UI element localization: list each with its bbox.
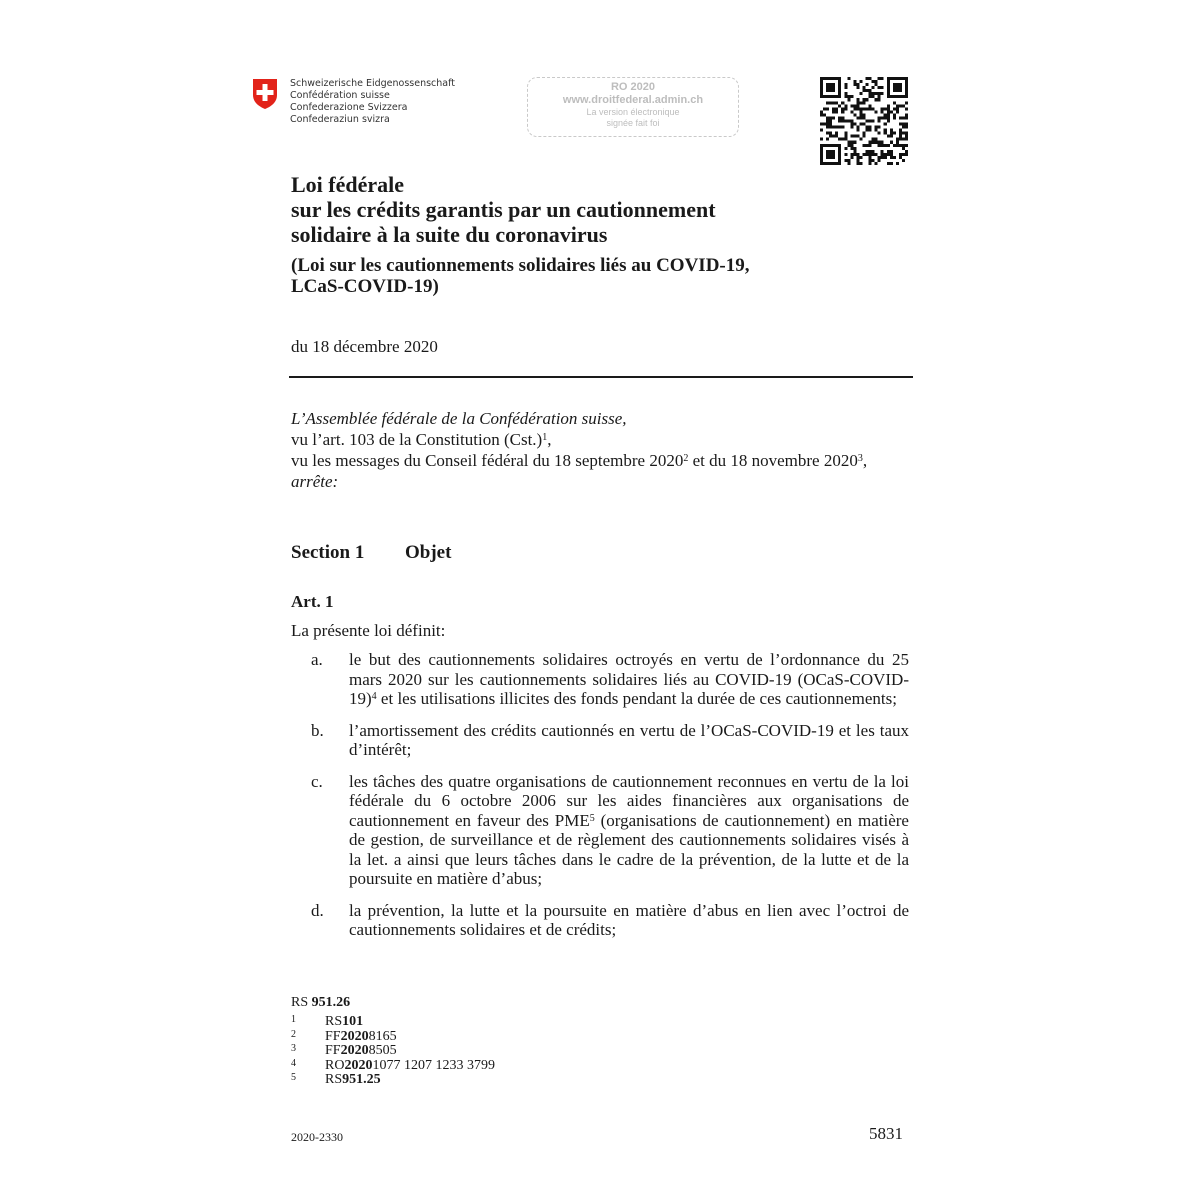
footnote-ref-4[interactable]: 4 <box>371 691 377 702</box>
item-label: a. <box>311 650 323 669</box>
law-date: du 18 décembre 2020 <box>291 337 438 356</box>
section-heading <box>291 542 451 564</box>
item-text: la prévention, la lutte et la poursuite en matière d’abus en lien avec l’octroi de cautionnements solidaires et de crédits; <box>349 900 909 939</box>
item-label: b. <box>311 720 324 740</box>
footnote: 4 RO 2020 1077 1207 1233 3799 <box>291 1057 495 1073</box>
item-label: c. <box>311 771 323 791</box>
list-item <box>311 772 909 889</box>
section-title: Objet <box>405 542 452 563</box>
confederation-line-rm: Confederaziun svizra <box>290 114 390 125</box>
preamble-arrete: arrête: <box>291 472 339 491</box>
article-items <box>311 650 909 952</box>
footnote-ref-3[interactable]: 3 <box>857 453 863 464</box>
page-number: 5831 <box>869 1124 903 1143</box>
confederation-name-block <box>290 78 455 126</box>
footnote: 1 RS 101 <box>291 1014 364 1029</box>
item-label: d. <box>311 900 324 920</box>
swiss-cross-shield-icon <box>252 78 278 110</box>
item-text: le but des cautionnements solidaires octroyés en vertu de l’ordonnance du 25 mars 2020 sur les cautionnements solidaires liés au COVID-19 (OCaS-COVID-19)$^4$ et les utilisations illicites des fonds pendant la durée de ces cautionnements; <box>349 650 909 708</box>
divider <box>289 376 913 378</box>
qr-code-icon <box>820 77 908 165</box>
footnote: 2 FF 2020 8165 <box>291 1028 397 1044</box>
law-short-title <box>291 255 931 297</box>
subtitle-line-1: (Loi sur les cautionnements solidaires liés au COVID-19, <box>291 255 750 276</box>
list-item <box>311 650 909 709</box>
footnotes <box>291 1015 495 1088</box>
preamble-assembly: L’Assemblée fédérale de la Confédération suisse, <box>291 409 627 428</box>
stamp-note-1: La version électronique <box>586 107 680 117</box>
preamble-vu-2: vu les messages du Conseil fédéral du 18 septembre 2020$^2$ et du 18 novembre 2020$^3$, <box>291 451 868 470</box>
list-item <box>311 901 909 940</box>
footnote-ref-1[interactable]: 1 <box>542 432 548 443</box>
preamble-vu-1: vu l’art. 103 de la Constitution $(Cst.)^1$, <box>291 430 552 449</box>
item-text: les tâches des quatre organisations de cautionnement reconnues en vertu de la loi fédérale du 6 octobre 2006 sur les aides financières aux organisations de cautionnement en faveur des PME$^5$ (organisations de cautionnement) en matière de gestion, de surveillance et de règlement des cautionnements solidaires visés à la let. a ainsi que leurs tâches dans le cadre de la prévention, de la lutte et de la poursuite en matière d’abus; <box>349 771 909 888</box>
footnote: 3 FF 2020 8505 <box>291 1043 397 1058</box>
subtitle-line-2: LCaS-COVID-19) <box>291 276 439 297</box>
footnote-ref-5[interactable]: 5 <box>589 812 595 824</box>
article-title: Art. 1 <box>291 592 334 611</box>
article-intro: La présente loi définit: <box>291 621 446 640</box>
official-publication-stamp <box>527 77 739 137</box>
footnote: 5 RS 951.25 <box>291 1072 381 1087</box>
confederation-line-fr: Confédération suisse <box>290 90 390 101</box>
document-number: 2020-2330 <box>291 1130 343 1144</box>
item-text: l’amortissement des crédits cautionnés en vertu de l’OCaS-COVID-19 et les taux d’intérêt; <box>349 720 909 759</box>
preamble <box>291 408 921 492</box>
title-line-3: solidaire à la suite du coronavirus <box>291 222 608 247</box>
title-line-2: sur les crédits garantis par un cautionnement <box>291 197 716 222</box>
section-number: Section 1 <box>291 542 365 563</box>
stamp-ro: RO 2020 <box>610 81 656 93</box>
confederation-line-de: Schweizerische Eidgenossenschaft <box>290 78 456 89</box>
title-line-1: Loi fédérale <box>291 172 405 197</box>
footnote-ref-2[interactable]: 2 <box>683 453 689 464</box>
stamp-url[interactable]: www.droitfederal.admin.ch <box>562 94 704 106</box>
list-item <box>311 721 909 760</box>
confederation-line-it: Confederazione Svizzera <box>290 102 408 113</box>
stamp-note-2: signée fait foi <box>606 118 660 128</box>
law-title <box>291 172 931 247</box>
rs-reference: RS 951.26 <box>291 995 351 1010</box>
